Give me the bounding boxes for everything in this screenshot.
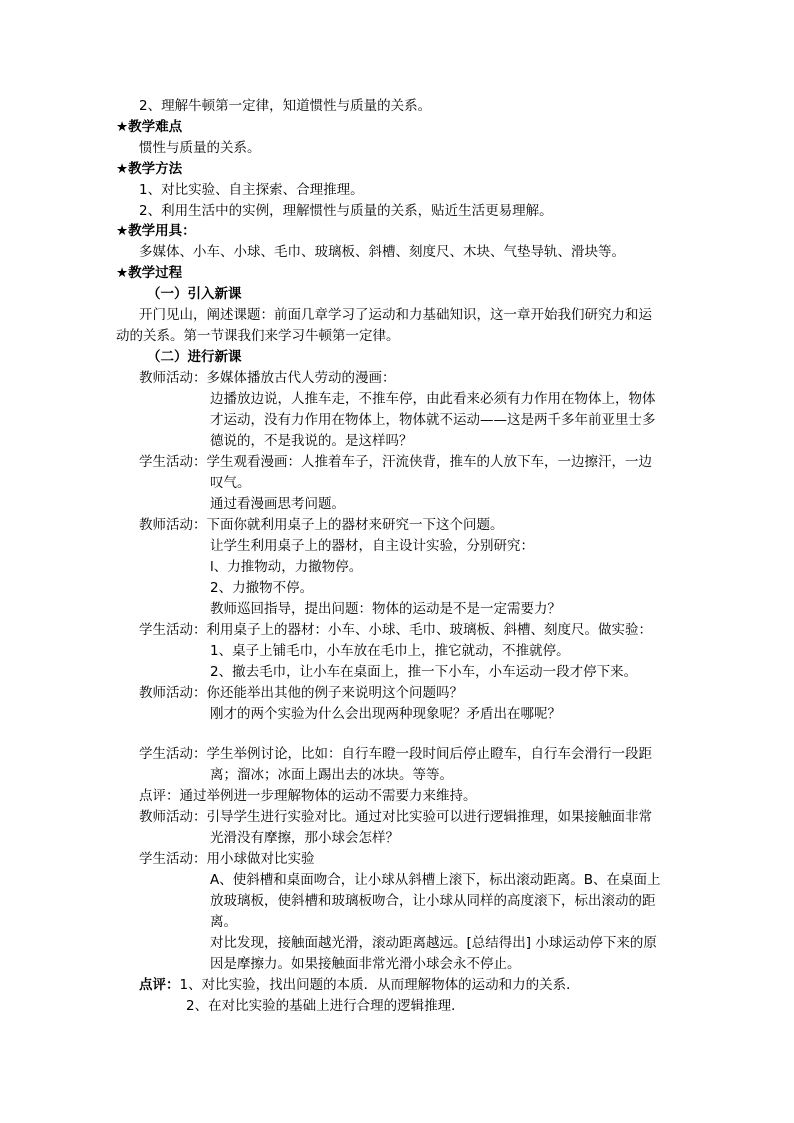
teacher-activity-1: 教师活动：多媒体播放古代人劳动的漫画： [139, 370, 396, 386]
paragraph-line: 通过看漫画思考问题。 [210, 496, 345, 512]
final-comment-text: 1、对比实验，找出问题的本质．从而理解物体的运动和力的关系． [179, 977, 580, 993]
paragraph-line: 光滑没有摩擦，那小球会怎样？ [210, 830, 399, 846]
heading-methods: ★教学方法 [116, 161, 183, 177]
paragraph-line: 才运动，没有力作用在物体上，物体就不运动——这是两千多年前亚里士多 [210, 412, 656, 428]
section-intro-title: （一）引入新课 [147, 286, 242, 302]
paragraph-line: 叹气。 [210, 475, 251, 491]
heading-tools: ★教学用具： [116, 223, 196, 239]
heading-process: ★教学过程 [116, 265, 183, 281]
paragraph-line: 2、撤去毛巾，让小车在桌面上，推一下小车，小车运动一段才停下来。 [210, 664, 638, 680]
paragraph-line: l、力推物动，力撤物停。 [210, 559, 363, 575]
paragraph-line: A、使斜槽和桌面吻合，让小球从斜槽上滚下，标出滚动距离。B、在桌面上 [210, 872, 661, 888]
paragraph-line: 2、力撤物不停。 [210, 580, 314, 596]
paragraph-line: 让学生利用桌子上的器材，自主设计实验，分别研究： [210, 538, 534, 554]
difficulty-text: 惯性与质量的关系。 [139, 140, 261, 156]
student-activity-1: 学生活动：学生观看漫画：人推着车子，汗流侠背，推车的人放下车，一边擦汗，一边 [139, 454, 652, 470]
heading-difficulty: ★教学难点 [116, 119, 183, 135]
student-activity-3: 学生活动：学生举例讨论，比如：自行车瞪一段时间后停止瞪车，自行车会滑行一段距 [139, 746, 652, 762]
paragraph-line: 离；溜冰；冰面上踢出去的冰块。等等。 [210, 767, 453, 783]
paragraph-line: 因是摩擦力。如果接触面非常光滑小球会永不停止。 [210, 956, 521, 972]
paragraph-line: 1、桌子上铺毛巾，小车放在毛巾上，推它就动，不推就停。 [210, 643, 570, 659]
tools-text: 多媒体、小车、小球、毛巾、玻璃板、斜槽、刻度尺、木块、气垫导轨、滑块等。 [139, 244, 625, 260]
teacher-activity-4: 教师活动：引导学生进行实验对比。通过对比实验可以进行逻辑推理，如果接触面非常 [139, 809, 652, 825]
goal-item-2: 2、理解牛顿第一定律，知道惯性与质量的关系。 [139, 98, 432, 114]
final-comment-line-1 [139, 975, 580, 995]
paragraph-line: 刚才的两个实验为什么会出现两种现象呢？矛盾出在哪呢？ [210, 706, 561, 722]
student-activity-2: 学生活动：利用桌子上的器材：小车、小球、毛巾、玻璃板、斜槽、刻度尺。做实验： [139, 622, 652, 638]
final-comment-label: 点评： [139, 977, 180, 993]
teacher-activity-2: 教师活动：下面你就利用桌子上的器材来研究一下这个问题。 [139, 517, 504, 533]
method-item-2: 2、利用生活中的实例，理解惯性与质量的关系，贴近生活更易理解。 [139, 203, 553, 219]
paragraph-line: 德说的，不是我说的。是这样吗？ [210, 433, 413, 449]
paragraph-line: 边播放边说，人推车走，不推车停，由此看来必须有力作用在物体上，物体 [210, 391, 656, 407]
paragraph-line: 教师巡回指导，提出问题：物体的运动是不是一定需要力？ [210, 601, 561, 617]
method-item-1: 1、对比实验、自主探索、合理推理。 [139, 182, 364, 198]
paragraph-line: 对比发现，接触面越光滑，滚动距离越远。[总结得出] 小球运动停下来的原 [210, 935, 657, 951]
intro-line-1: 开门见山，阐述课题：前面几章学习了运动和力基础知识，这一章开始我们研究力和运 [139, 307, 652, 323]
student-activity-4: 学生活动：用小球做对比实验 [139, 851, 315, 867]
intro-line-2: 动的关系。第一节课我们来学习牛顿第一定律。 [116, 328, 400, 344]
paragraph-line: 放玻璃板，使斜槽和玻璃板吻合，让小球从同样的高度滚下，标出滚动的距 [210, 893, 656, 909]
final-comment-line-2: 2、在对比实验的基础上进行合理的逻辑推理． [186, 998, 465, 1014]
comment-1: 点评：通过举例进一步理解物体的运动不需要力来维持。 [139, 788, 477, 804]
section-new-title: （二）进行新课 [147, 349, 242, 365]
teacher-activity-3: 教师活动：你还能举出其他的例子来说明这个问题吗？ [139, 685, 463, 701]
paragraph-line: 离。 [210, 914, 237, 930]
